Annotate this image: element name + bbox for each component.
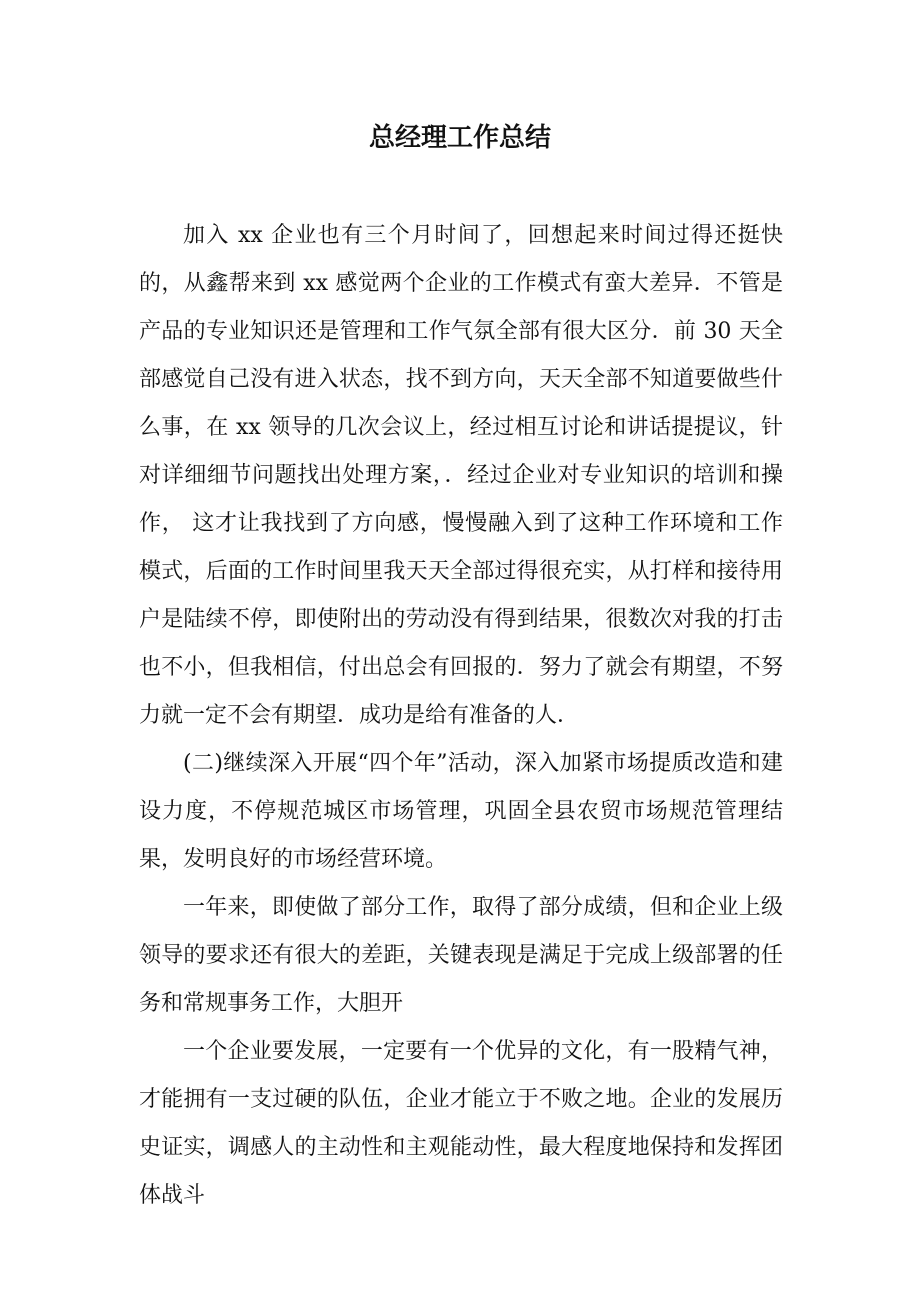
paragraph-4: 一个企业要发展，一定要有一个优异的文化，有一股精气神，才能拥有一支过硬的队伍，企业才能立于不败之地。企业的发展历史证实，调感人的主动性和主观能动性，最大程度地保持和发挥团体战斗 — [139, 1039, 783, 1208]
paragraph-3: 一年来，即使做了部分工作，取得了部分成绩，但和企业上级领导的要求还有很大的差距，关键表现是满足于完成上级部署的任务和常规事务工作，大胆开 — [139, 895, 783, 1016]
document-title: 总经理工作总结 — [368, 123, 551, 153]
document-body — [139, 212, 783, 1220]
paragraph-1: 加入 xx 企业也有三个月时间了，回想起来时间过得还挺快的，从鑫帮来到 xx 感觉两个企业的工作模式有蛮大差异．不管是产品的专业知识还是管理和工作气氛全部有很大区分．前 30 天全部感觉自己没有进入状态，找不到方向，天天全部不知道要做些什么事，在 xx 领导的几次会议上，经过相互讨论和讲话提提议，针对详细细节问题找出处理方案，．经过企业对专业知识的培训和操作， 这才让我找到了方向感，慢慢融入到了这种工作环境和工作模式，后面的工作时间里我天天全部过得很充实，从打样和接待用户是陆续不停，即使附出的劳动没有得到结果，很数次对我的打击也不小，但我相信，付出总会有回报的．努力了就会有期望，不努力就一定不会有期望．成功是给有准备的人． — [139, 223, 783, 728]
paragraph-2: (二)继续深入开展“四个年”活动，深入加紧市场提质改造和建设力度，不停规范城区市场管理，巩固全县农贸市场规范管理结果，发明良好的市场经营环境。 — [139, 751, 783, 872]
